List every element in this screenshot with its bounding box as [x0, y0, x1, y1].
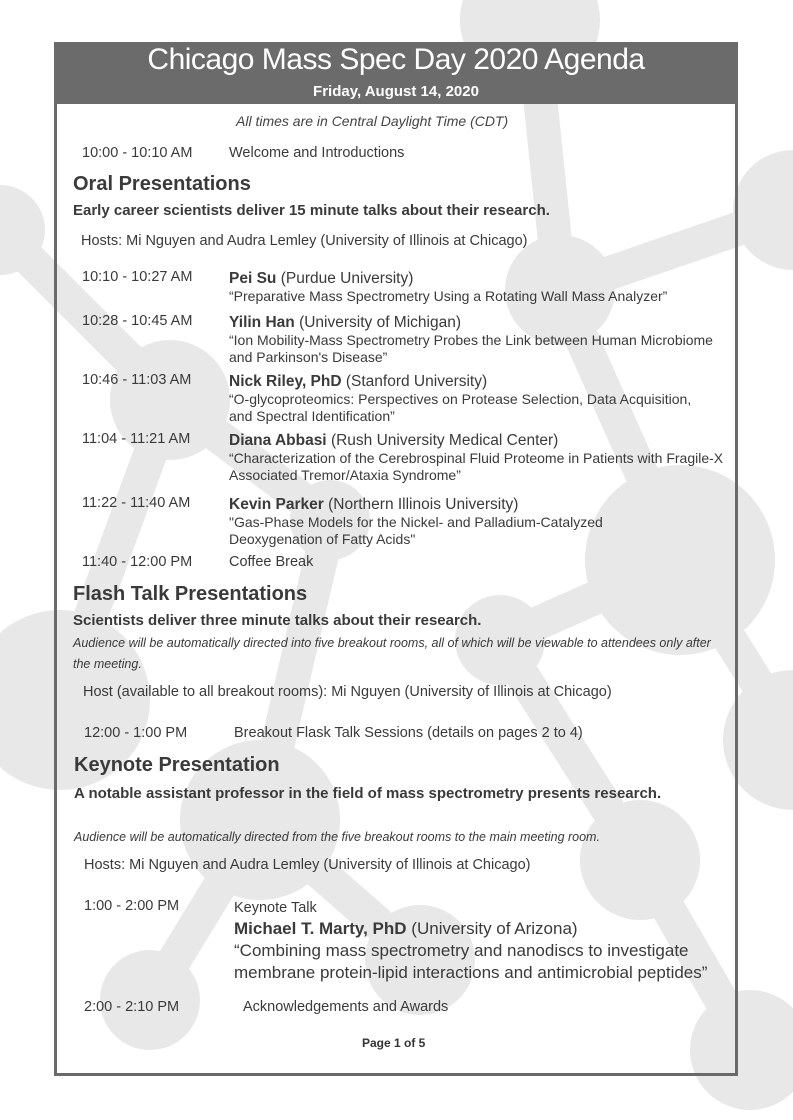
welcome-label: Welcome and Introductions [229, 145, 405, 161]
talk-title: “Ion Mobility-Mass Spectrometry Probes the Link between Human Microbiome and Parkinson's Disease” [229, 332, 713, 365]
keynote-hosts: Hosts: Mi Nguyen and Audra Lemley (University of Illinois at Chicago) [84, 857, 531, 873]
flash-heading: Flash Talk Presentations [73, 583, 308, 605]
closing-time: 2:00 - 2:10 PM [84, 999, 180, 1015]
speaker-name: Kevin Parker [229, 496, 324, 513]
talk-time: 10:46 - 11:03 AM [82, 372, 192, 388]
flash-host: Host (available to all breakout rooms): Mi Nguyen (University of Illinois at Chicago) [83, 684, 612, 700]
speaker-affiliation: (Rush University Medical Center) [330, 432, 559, 449]
talk-time: 11:04 - 11:21 AM [82, 431, 191, 447]
talk-title: "Gas-Phase Models for the Nickel- and Palladium-Catalyzed Deoxygenation of Fatty Acids" [229, 514, 603, 547]
speaker-name: Nick Riley, PhD [229, 373, 342, 390]
event-date: Friday, August 14, 2020 [313, 83, 479, 100]
closing-label: Acknowledgements and Awards [243, 999, 449, 1015]
keynote-title: “Combining mass spectrometry and nanodiscs to investigate membrane protein-lipid interactions and antimicrobial peptides” [234, 941, 708, 982]
page-header [54, 42, 738, 104]
break-label: Coffee Break [229, 554, 314, 570]
talk-entry [229, 372, 699, 425]
flash-subheading: Scientists deliver three minute talks about their research. [73, 612, 482, 629]
keynote-note: Audience will be automatically directed from the five breakout rooms to the main meeting room. [74, 830, 600, 844]
welcome-time: 10:00 - 10:10 AM [82, 145, 193, 161]
keynote-time: 1:00 - 2:00 PM [84, 898, 180, 914]
oral-subheading: Early career scientists deliver 15 minute talks about their research. [73, 202, 550, 219]
talk-entry [229, 313, 719, 366]
flash-session-label: Breakout Flask Talk Sessions (details on pages 2 to 4) [234, 725, 583, 741]
timezone-note: All times are in Central Daylight Time (CDT) [236, 113, 509, 129]
keynote-subheading: A notable assistant professor in the field of mass spectrometry presents research. [74, 785, 662, 802]
keynote-entry [234, 898, 729, 984]
talk-time: 10:28 - 10:45 AM [82, 313, 193, 329]
break-time: 11:40 - 12:00 PM [82, 554, 193, 570]
speaker-affiliation: (Stanford University) [345, 373, 488, 390]
talk-entry [229, 269, 734, 305]
speaker-name: Pei Su [229, 270, 277, 287]
oral-heading: Oral Presentations [73, 173, 251, 195]
speaker-name: Yilin Han [229, 314, 295, 331]
talk-title: “Characterization of the Cerebrospinal Fluid Proteome in Patients with Fragile-X Associated Tremor/Ataxia Syndrome” [229, 450, 724, 483]
talk-title: “Preparative Mass Spectrometry Using a Rotating Wall Mass Analyzer” [229, 288, 668, 304]
page-title: Chicago Mass Spec Day 2020 Agenda [147, 43, 645, 76]
page-number: Page 1 of 5 [362, 1036, 426, 1050]
talk-title: “O-glycoproteomics: Perspectives on Protease Selection, Data Acquisition, and Spectral Identification” [229, 391, 692, 424]
oral-hosts: Hosts: Mi Nguyen and Audra Lemley (University of Illinois at Chicago) [81, 233, 528, 249]
speaker-name: Diana Abbasi [229, 432, 327, 449]
talk-entry [229, 495, 669, 548]
keynote-speaker: Michael T. Marty, PhD [234, 919, 407, 938]
talk-entry [229, 431, 734, 484]
speaker-affiliation: (Northern Illinois University) [328, 496, 519, 513]
speaker-affiliation: (University of Michigan) [299, 314, 461, 331]
keynote-label: Keynote Talk [234, 900, 317, 916]
keynote-affiliation: (University of Arizona) [411, 919, 578, 938]
keynote-heading: Keynote Presentation [74, 754, 280, 776]
flash-session-time: 12:00 - 1:00 PM [84, 725, 188, 741]
talk-time: 10:10 - 10:27 AM [82, 269, 193, 285]
speaker-affiliation: (Purdue University) [280, 270, 414, 287]
talk-time: 11:22 - 11:40 AM [82, 495, 191, 511]
flash-note: Audience will be automatically directed into five breakout rooms, all of which will be viewable to attendees only after the meeting. [73, 636, 711, 671]
